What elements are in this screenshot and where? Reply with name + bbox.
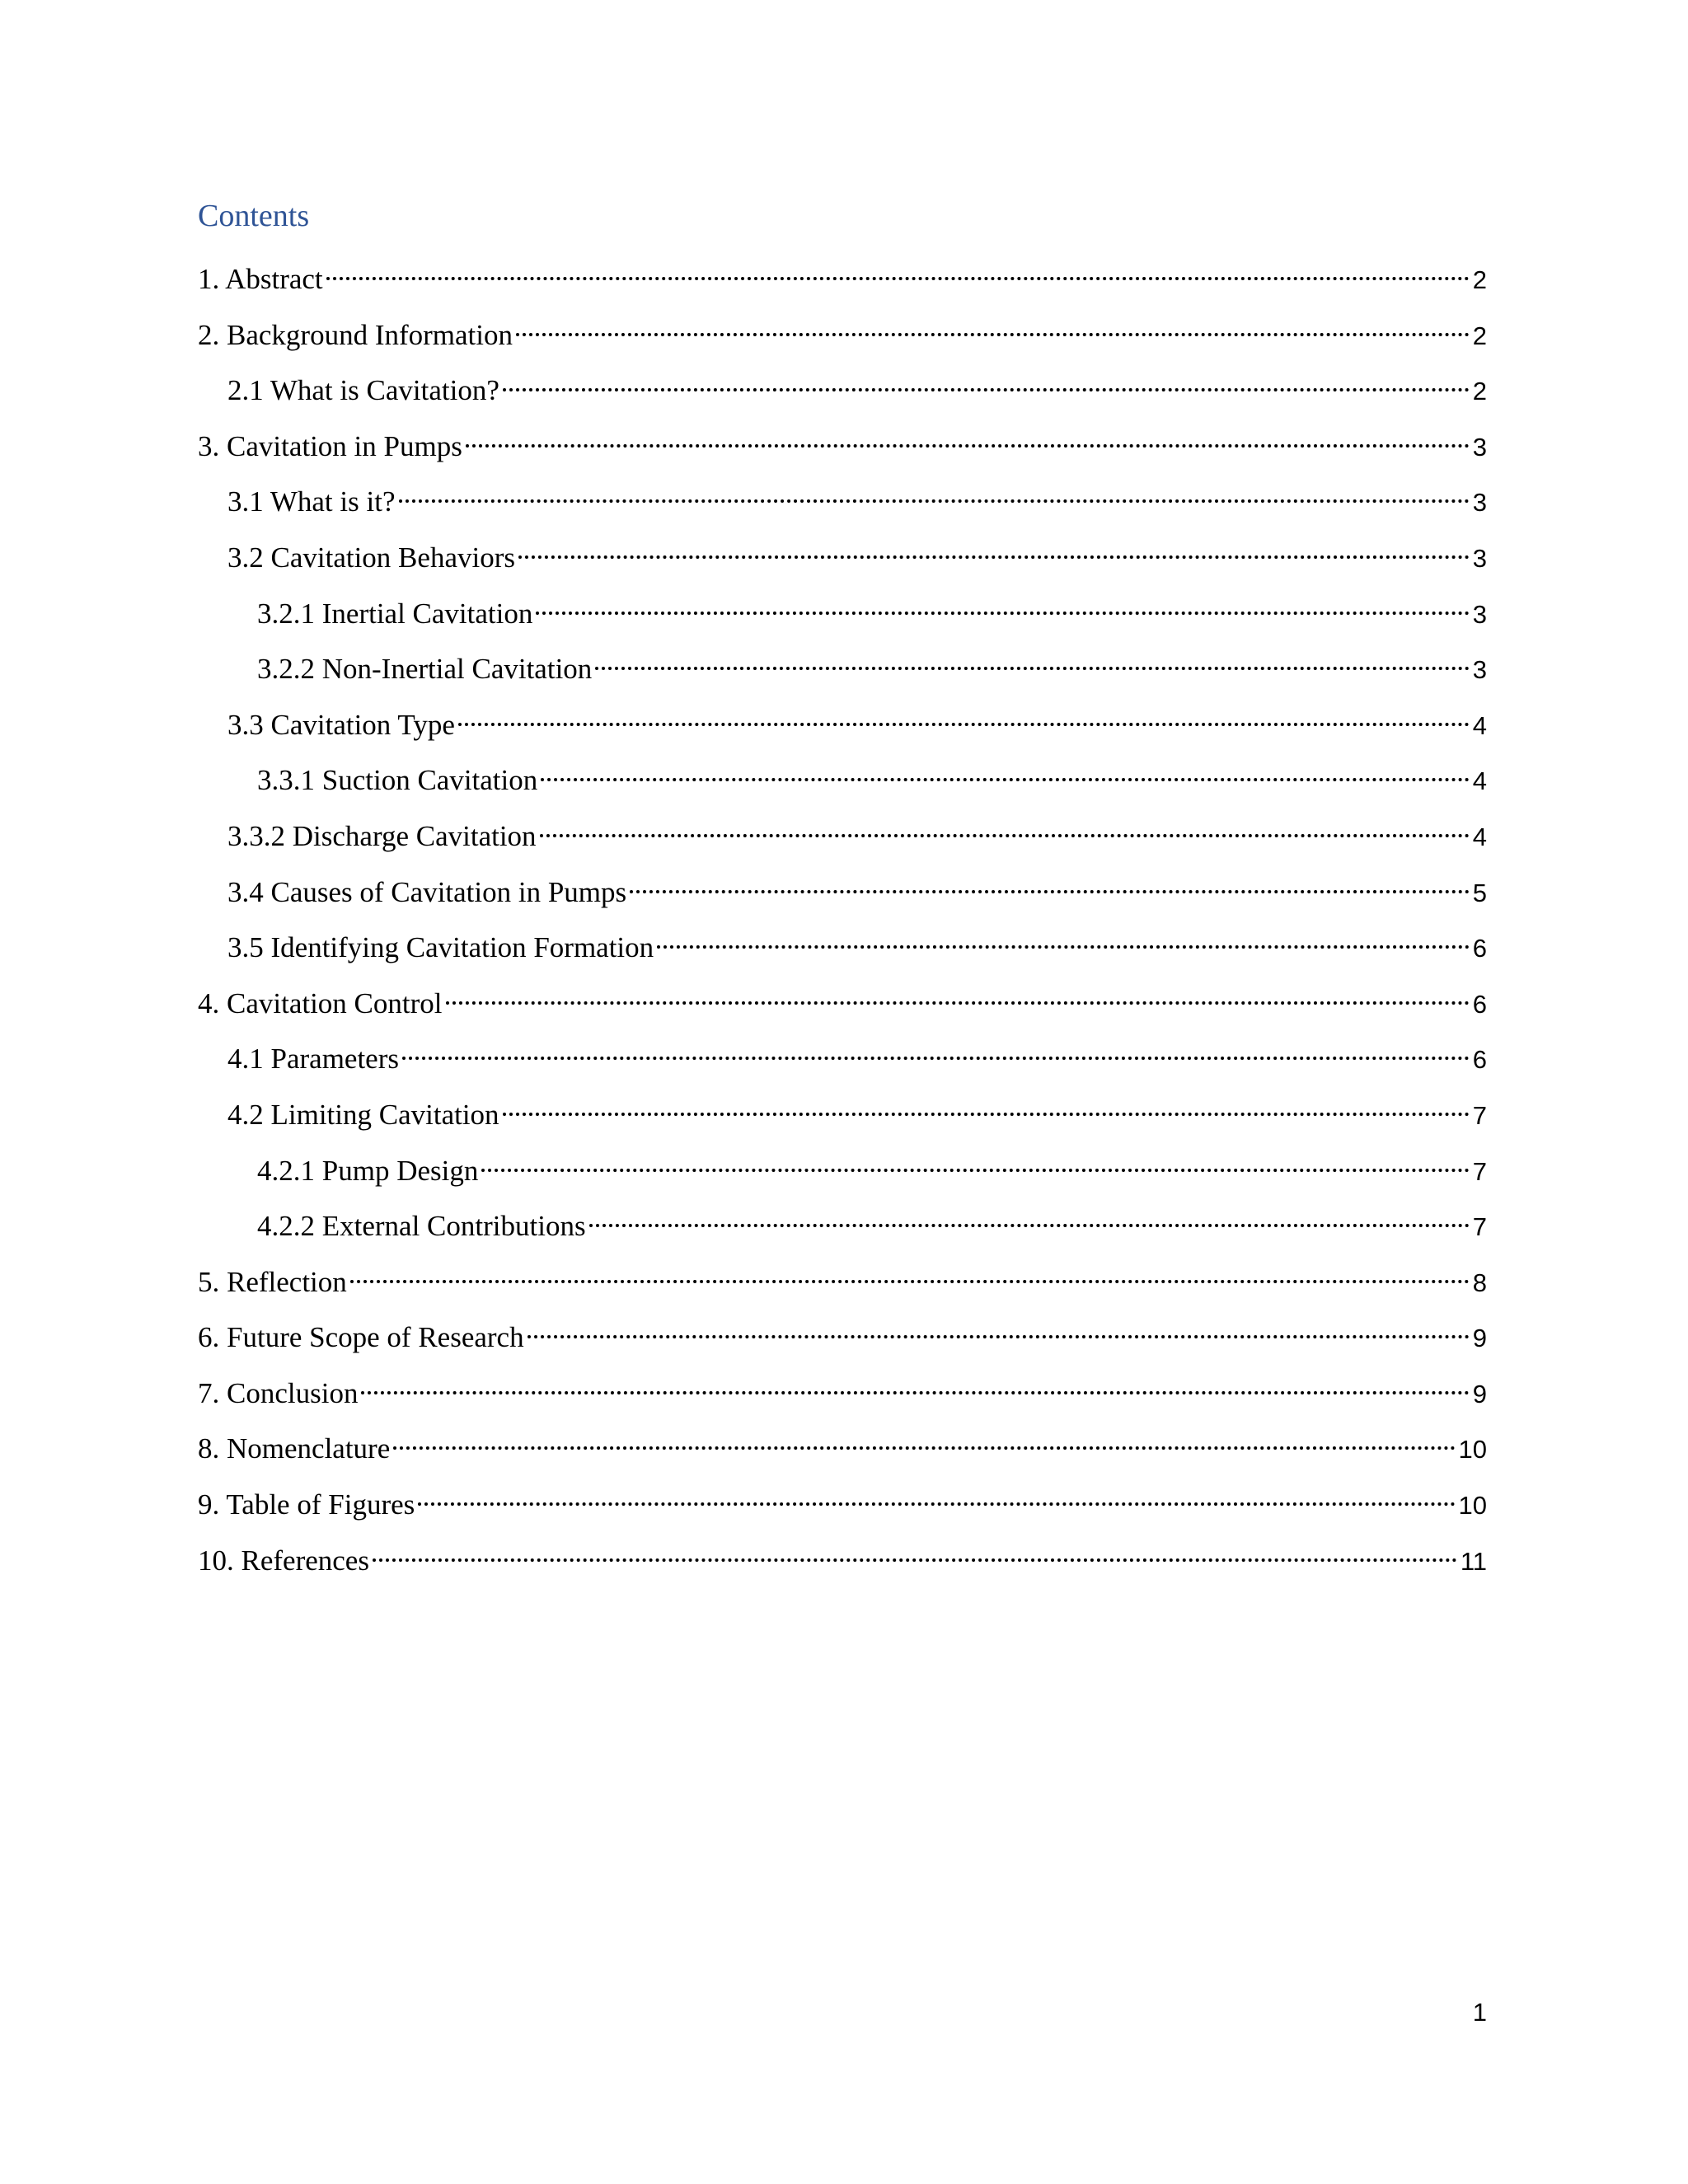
- toc-entry-page-number: 2: [1472, 265, 1487, 294]
- toc-dot-leader: [326, 249, 1470, 288]
- toc-entry-page-number: 3: [1472, 655, 1487, 685]
- toc-entry[interactable]: [198, 249, 1487, 305]
- toc-entry-page-number: 3: [1472, 543, 1487, 573]
- toc-entry-label: 5. Reflection: [198, 1265, 347, 1298]
- toc-entry-label: 3.1 What is it?: [227, 485, 396, 518]
- toc-entry-label: 4.1 Parameters: [227, 1043, 399, 1076]
- toc-entry[interactable]: [198, 305, 1487, 361]
- toc-dot-leader: [541, 750, 1469, 790]
- toc-entry-page-number: 10: [1458, 1491, 1487, 1521]
- toc-entry-label: 3. Cavitation in Pumps: [198, 429, 462, 462]
- toc-dot-leader: [446, 973, 1470, 1013]
- toc-entry-page-number: 6: [1472, 1045, 1487, 1075]
- toc-dot-leader: [418, 1474, 1455, 1514]
- toc-entry[interactable]: [198, 750, 1487, 806]
- toc-entry-page-number: 2: [1472, 377, 1487, 406]
- toc-entry[interactable]: [198, 471, 1487, 527]
- toc-entry-page-number: 5: [1472, 878, 1487, 907]
- toc-entry-page-number: 7: [1472, 1156, 1487, 1186]
- table-of-contents: [198, 249, 1487, 1586]
- toc-entry-page-number: 9: [1472, 1324, 1487, 1353]
- toc-dot-leader: [399, 471, 1470, 511]
- toc-entry[interactable]: [198, 1474, 1487, 1530]
- toc-entry[interactable]: [198, 1307, 1487, 1363]
- toc-dot-leader: [466, 416, 1470, 456]
- toc-entry[interactable]: [198, 1252, 1487, 1308]
- toc-entry-page-number: 4: [1472, 766, 1487, 796]
- toc-dot-leader: [361, 1363, 1469, 1403]
- toc-entry-page-number: 9: [1472, 1379, 1487, 1408]
- toc-entry[interactable]: [198, 1363, 1487, 1419]
- toc-entry-label: 3.3.1 Suction Cavitation: [257, 764, 538, 797]
- toc-entry-page-number: 7: [1472, 1100, 1487, 1130]
- toc-entry[interactable]: [198, 1196, 1487, 1252]
- toc-dot-leader: [657, 917, 1470, 957]
- toc-entry-page-number: 3: [1472, 432, 1487, 462]
- toc-entry-page-number: 7: [1472, 1212, 1487, 1242]
- toc-dot-leader: [503, 1085, 1470, 1124]
- page-number: 1: [1472, 1998, 1487, 2027]
- toc-dot-leader: [503, 360, 1470, 400]
- toc-dot-leader: [458, 695, 1470, 734]
- toc-entry-page-number: 3: [1472, 488, 1487, 518]
- toc-entry-page-number: 4: [1472, 710, 1487, 740]
- toc-entry[interactable]: [198, 639, 1487, 695]
- toc-dot-leader: [373, 1530, 1457, 1570]
- toc-entry[interactable]: [198, 973, 1487, 1029]
- toc-entry-page-number: 6: [1472, 934, 1487, 963]
- toc-dot-leader: [630, 862, 1470, 902]
- toc-entry[interactable]: [198, 583, 1487, 640]
- toc-dot-leader: [595, 639, 1469, 678]
- toc-entry[interactable]: [198, 695, 1487, 751]
- toc-entry[interactable]: [198, 1530, 1487, 1586]
- toc-entry[interactable]: [198, 360, 1487, 416]
- toc-entry[interactable]: [198, 917, 1487, 973]
- toc-entry-label: 3.3 Cavitation Type: [227, 708, 455, 741]
- toc-entry[interactable]: [198, 1418, 1487, 1474]
- toc-dot-leader: [402, 1029, 1470, 1068]
- toc-entry-page-number: 2: [1472, 321, 1487, 350]
- toc-entry-page-number: 10: [1458, 1435, 1487, 1465]
- toc-dot-leader: [393, 1418, 1455, 1458]
- toc-entry-label: 7. Conclusion: [198, 1376, 359, 1409]
- toc-entry-page-number: 4: [1472, 822, 1487, 851]
- toc-entry-label: 3.4 Causes of Cavitation in Pumps: [227, 875, 627, 908]
- toc-entry-label: 6. Future Scope of Research: [198, 1321, 524, 1354]
- toc-dot-leader: [481, 1141, 1469, 1180]
- toc-entry-page-number: 6: [1472, 989, 1487, 1019]
- toc-dot-leader: [528, 1307, 1470, 1347]
- toc-entry[interactable]: [198, 862, 1487, 918]
- toc-heading: Contents: [198, 199, 310, 233]
- toc-dot-leader: [589, 1196, 1470, 1235]
- toc-entry[interactable]: [198, 527, 1487, 583]
- toc-entry-label: 3.5 Identifying Cavitation Formation: [227, 931, 654, 964]
- toc-entry-label: 2. Background Information: [198, 318, 513, 351]
- toc-dot-leader: [540, 806, 1470, 846]
- toc-dot-leader: [350, 1252, 1470, 1291]
- toc-entry-label: 9. Table of Figures: [198, 1488, 415, 1521]
- toc-entry-label: 3.3.2 Discharge Cavitation: [227, 819, 537, 852]
- toc-entry-label: 4.2.1 Pump Design: [257, 1154, 479, 1187]
- toc-entry[interactable]: [198, 1085, 1487, 1141]
- toc-entry[interactable]: [198, 1141, 1487, 1197]
- toc-entry-label: 10. References: [198, 1544, 369, 1577]
- toc-entry-label: 4.2.2 External Contributions: [257, 1210, 586, 1243]
- toc-entry-label: 2.1 What is Cavitation?: [227, 374, 499, 407]
- toc-entry-label: 1. Abstract: [198, 263, 323, 295]
- toc-entry-page-number: 8: [1472, 1268, 1487, 1297]
- toc-entry[interactable]: [198, 806, 1487, 862]
- toc-dot-leader: [536, 583, 1469, 623]
- toc-entry-label: 3.2 Cavitation Behaviors: [227, 541, 515, 574]
- toc-entry-label: 3.2.2 Non-Inertial Cavitation: [257, 653, 593, 686]
- toc-entry[interactable]: [198, 416, 1487, 472]
- toc-dot-leader: [516, 305, 1470, 344]
- toc-entry[interactable]: [198, 1029, 1487, 1085]
- toc-entry-page-number: 3: [1472, 599, 1487, 629]
- toc-dot-leader: [518, 527, 1470, 567]
- toc-entry-label: 4.2 Limiting Cavitation: [227, 1098, 499, 1131]
- toc-entry-page-number: 11: [1460, 1546, 1487, 1576]
- toc-entry-label: 8. Nomenclature: [198, 1432, 391, 1465]
- toc-entry-label: 3.2.1 Inertial Cavitation: [257, 597, 533, 630]
- toc-entry-label: 4. Cavitation Control: [198, 987, 443, 1019]
